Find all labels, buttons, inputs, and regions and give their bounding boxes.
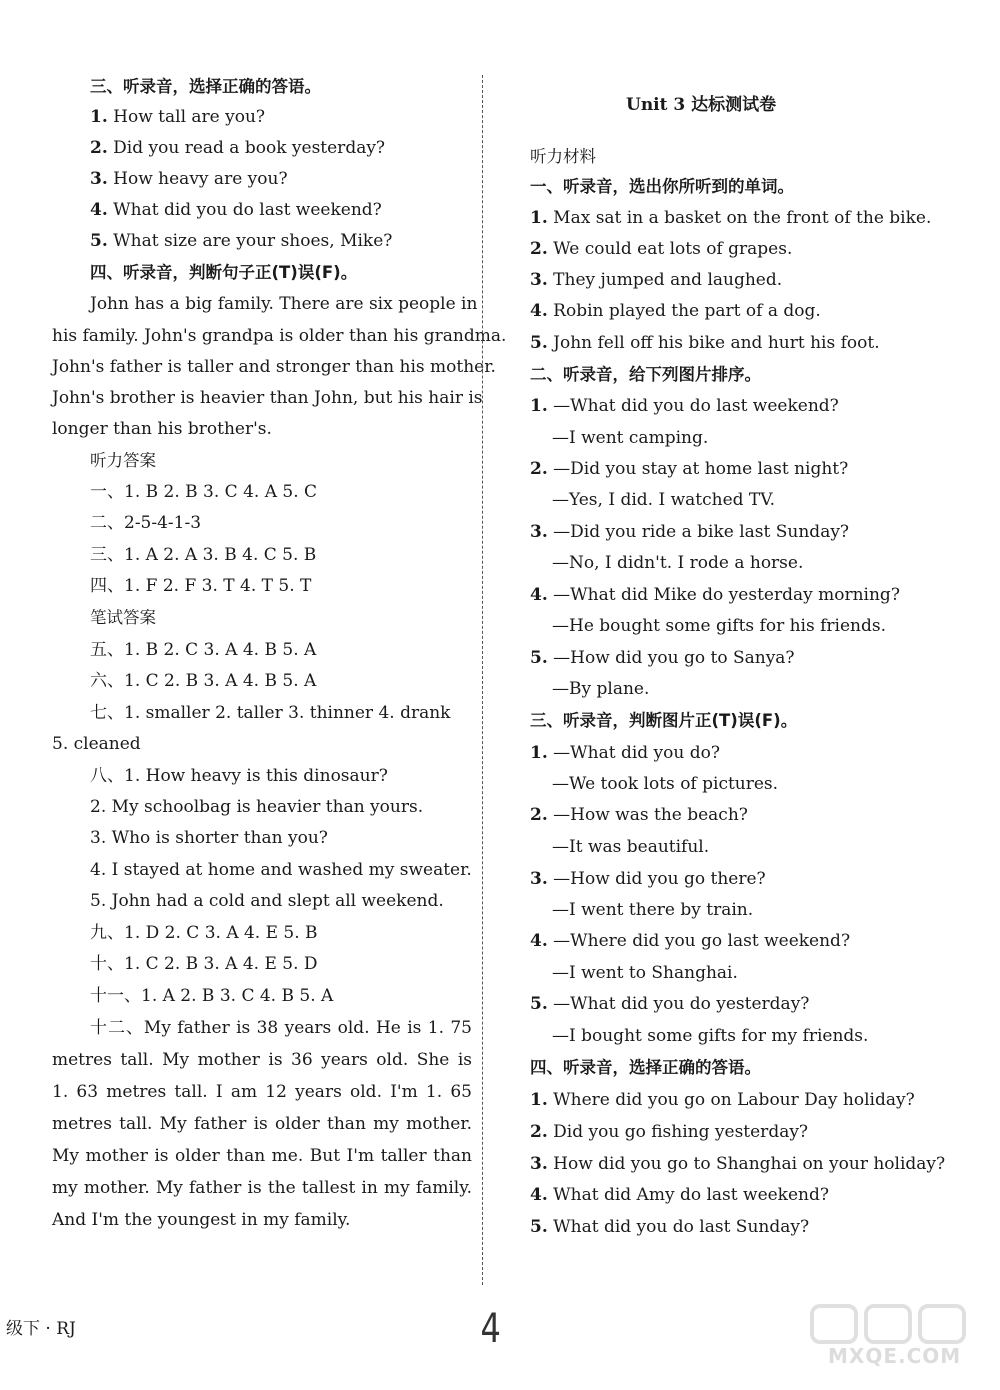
page-number: 4 (480, 1306, 501, 1352)
answer-line: 二、2-5-4-1-3 (90, 513, 202, 533)
list-item: 4. What did you do last weekend? (90, 200, 382, 220)
passage-line: longer than his brother's. (52, 419, 272, 439)
dialogue-question: 4. —Where did you go last weekend? (530, 931, 851, 951)
list-item: 3. How heavy are you? (90, 169, 288, 189)
list-item: 1. Max sat in a basket on the front of the bike. (530, 208, 932, 228)
dialogue-question: 5. —What did you do yesterday? (530, 994, 810, 1014)
list-item: 1. Where did you go on Labour Day holiday? (530, 1090, 915, 1110)
dialogue-question: 4. —What did Mike do yesterday morning? (530, 585, 900, 605)
answer-line: 七、1. smaller 2. taller 3. thinner 4. drank (90, 703, 451, 723)
passage-line: John's brother is heavier than John, but his hair is (52, 388, 483, 408)
answer-line: 4. I stayed at home and washed my sweater. (90, 860, 472, 880)
section-2-heading: 二、听录音，给下列图片排序。 (530, 365, 761, 384)
answer-line: 九、1. D 2. C 3. A 4. E 5. B (90, 923, 318, 943)
answer-line: 一、1. B 2. B 3. C 4. A 5. C (90, 482, 318, 502)
answer-line: 5. John had a cold and slept all weekend. (90, 891, 444, 911)
passage-line: my mother. My father is the tallest in my family. (52, 1178, 472, 1198)
list-item: 4. What did Amy do last weekend? (530, 1185, 829, 1205)
dialogue-question: 1. —What did you do? (530, 743, 720, 763)
passage-line: metres tall. My father is older than my mother. (52, 1114, 472, 1134)
dialogue-answer: —He bought some gifts for his friends. (552, 616, 886, 636)
answer-line: 三、1. A 2. A 3. B 4. C 5. B (90, 545, 317, 565)
answer-line: 五、1. B 2. C 3. A 4. B 5. A (90, 640, 317, 660)
passage-line: And I'm the youngest in my family. (52, 1210, 351, 1230)
answer-line: 四、1. F 2. F 3. T 4. T 5. T (90, 576, 312, 596)
dialogue-question: 5. —How did you go to Sanya? (530, 648, 795, 668)
passage-line: John has a big family. There are six people in (90, 294, 478, 314)
dialogue-answer: —No, I didn't. I rode a horse. (552, 553, 804, 573)
dialogue-answer: —Yes, I did. I watched TV. (552, 490, 775, 510)
dialogue-question: 2. —How was the beach? (530, 805, 748, 825)
answer-line: 5. cleaned (52, 734, 141, 754)
section-4-heading: 四、听录音，选择正确的答语。 (530, 1058, 761, 1077)
dialogue-answer: —By plane. (552, 679, 650, 699)
dialogue-answer: —I went there by train. (552, 900, 754, 920)
list-item: 2. We could eat lots of grapes. (530, 239, 793, 259)
written-answers-title: 笔试答案 (90, 608, 156, 627)
dialogue-answer: —We took lots of pictures. (552, 774, 779, 794)
answer-line: 十、1. C 2. B 3. A 4. E 5. D (90, 954, 318, 974)
dialogue-answer: —I bought some gifts for my friends. (552, 1026, 869, 1046)
answer-line: 2. My schoolbag is heavier than yours. (90, 797, 424, 817)
list-item: 2. Did you read a book yesterday? (90, 138, 386, 158)
materials-label: 听力材料 (530, 147, 596, 166)
dialogue-question: 3. —Did you ride a bike last Sunday? (530, 522, 850, 542)
passage-line: My mother is older than me. But I'm taller than (52, 1146, 472, 1166)
answer-line: 十一、1. A 2. B 3. C 4. B 5. A (90, 986, 334, 1006)
answer-line: 六、1. C 2. B 3. A 4. B 5. A (90, 671, 317, 691)
section-3-heading: 三、听录音，选择正确的答语。 (90, 77, 321, 96)
passage-line: John's father is taller and stronger than his mother. (52, 357, 496, 377)
watermark-logo-icon (798, 1302, 988, 1382)
passage-line: 十二、My father is 38 years old. He is 1. 75 (90, 1018, 472, 1038)
dialogue-question: 1. —What did you do last weekend? (530, 396, 839, 416)
dialogue-question: 3. —How did you go there? (530, 869, 766, 889)
answer-line: 八、1. How heavy is this dinosaur? (90, 766, 388, 786)
list-item: 3. How did you go to Shanghai on your holiday? (530, 1154, 946, 1174)
passage-line: 1. 63 metres tall. I am 12 years old. I'm 1. 65 (52, 1082, 472, 1102)
watermark-text: MXQE.COM (828, 1344, 962, 1368)
list-item: 2. Did you go fishing yesterday? (530, 1122, 809, 1142)
list-item: 4. Robin played the part of a dog. (530, 301, 821, 321)
passage-line: metres tall. My mother is 36 years old. She is (52, 1050, 472, 1070)
page-title: Unit 3 达标测试卷 (626, 95, 777, 115)
list-item: 5. John fell off his bike and hurt his foot. (530, 333, 880, 353)
section-4-heading: 四、听录音，判断句子正(T)误(F)。 (90, 263, 358, 282)
column-divider (482, 75, 483, 1285)
section-1-heading: 一、听录音，选出你所听到的单词。 (530, 177, 794, 196)
passage-line: his family. John's grandpa is older than his grandma. (52, 326, 507, 346)
answer-line: 3. Who is shorter than you? (90, 828, 328, 848)
dialogue-answer: —I went to Shanghai. (552, 963, 738, 983)
list-item: 3. They jumped and laughed. (530, 270, 783, 290)
footer-grade-label: 级下 · RJ (6, 1319, 76, 1339)
dialogue-answer: —It was beautiful. (552, 837, 710, 857)
list-item: 5. What size are your shoes, Mike? (90, 231, 393, 251)
section-3-heading: 三、听录音，判断图片正(T)误(F)。 (530, 711, 798, 730)
watermark (798, 1302, 988, 1382)
listening-answers-title: 听力答案 (90, 451, 156, 470)
dialogue-question: 2. —Did you stay at home last night? (530, 459, 849, 479)
dialogue-answer: —I went camping. (552, 428, 709, 448)
list-item: 1. How tall are you? (90, 107, 266, 127)
list-item: 5. What did you do last Sunday? (530, 1217, 810, 1237)
